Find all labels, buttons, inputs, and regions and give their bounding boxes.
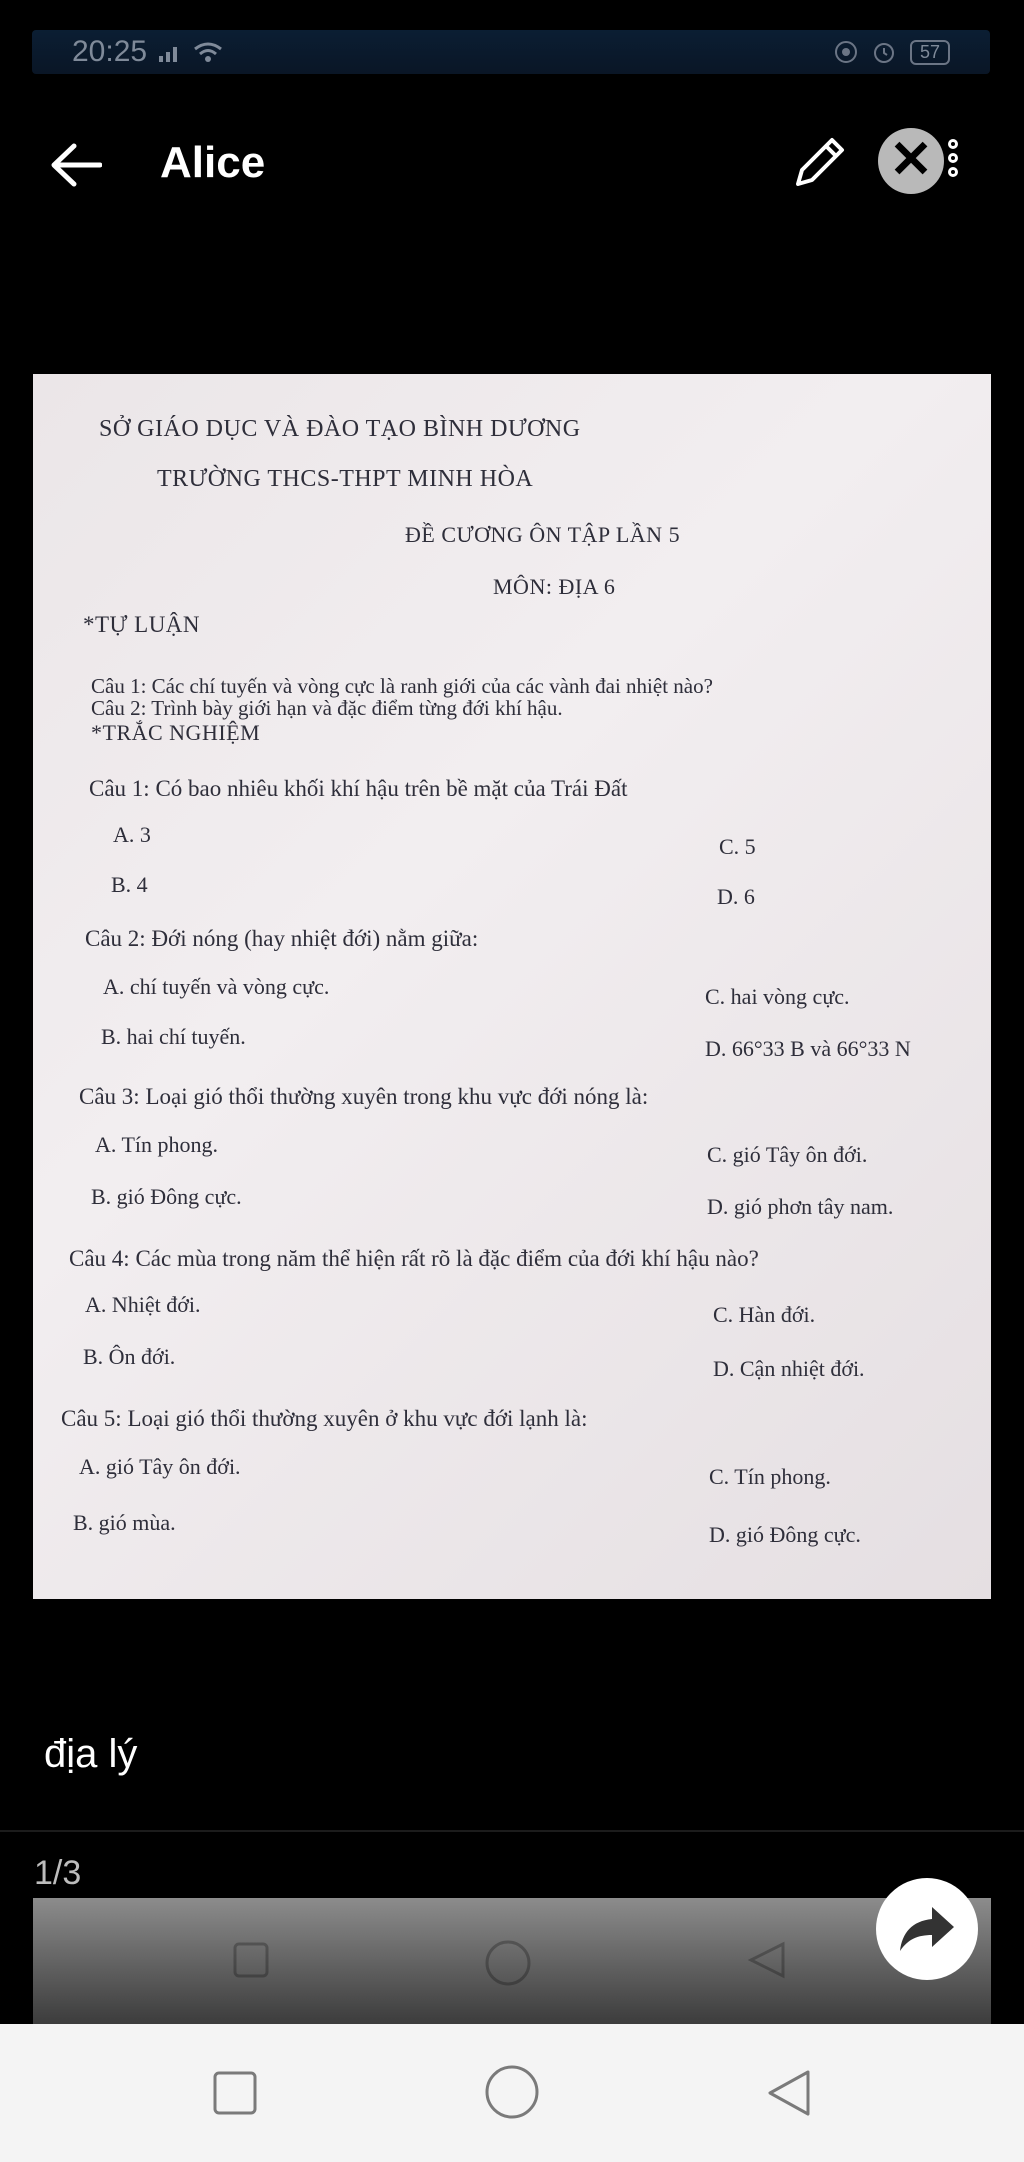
answer-1a: A. 3 <box>113 822 151 847</box>
question-4: Câu 4: Các mùa trong năm thể hiện rất rõ là đặc điểm của đới khí hậu nào? <box>69 1246 759 1271</box>
answer-1c: C. 5 <box>719 834 756 859</box>
answer-5c: C. Tín phong. <box>709 1464 831 1489</box>
triangle-icon <box>747 1940 787 1980</box>
divider <box>0 1830 1024 1832</box>
answer-3d: D. gió phơn tây nam. <box>707 1194 894 1219</box>
doc-header-subject: MÔN: ĐỊA 6 <box>493 574 616 599</box>
answer-3c: C. gió Tây ôn đới. <box>707 1142 868 1167</box>
pencil-icon[interactable] <box>790 132 850 192</box>
answer-1d: D. 6 <box>717 884 755 909</box>
section-multiple-choice: *TRẮC NGHIỆM <box>91 720 261 745</box>
answer-2b: B. hai chí tuyến. <box>101 1024 246 1049</box>
answer-5d: D. gió Đông cực. <box>709 1522 861 1547</box>
recents-icon[interactable] <box>210 2068 260 2118</box>
square-icon <box>233 1942 269 1978</box>
answer-2a: A. chí tuyến và vòng cực. <box>103 974 330 999</box>
question-1: Câu 1: Có bao nhiêu khối khí hậu trên bề mặt của Trái Đất <box>89 776 628 801</box>
document-image <box>33 374 991 1599</box>
answer-4b: B. Ôn đới. <box>83 1344 176 1369</box>
image-bottom-strip <box>33 1898 991 2024</box>
doc-header-dept: SỞ GIÁO DỤC VÀ ĐÀO TẠO BÌNH DƯƠNG <box>99 416 581 442</box>
wifi-icon <box>193 41 223 63</box>
answer-4a: A. Nhiệt đới. <box>85 1292 201 1317</box>
location-icon <box>834 40 858 64</box>
app-bar <box>0 120 1024 210</box>
chat-title: Alice <box>160 138 266 187</box>
circle-icon <box>485 1940 531 1986</box>
answer-5a: A. gió Tây ôn đới. <box>79 1454 241 1479</box>
answer-2d: D. 66°33 B và 66°33 N <box>705 1036 911 1061</box>
alarm-icon <box>872 40 896 64</box>
forward-arrow-icon <box>898 1905 956 1953</box>
share-button[interactable] <box>876 1878 978 1980</box>
answer-4d: D. Cận nhiệt đới. <box>713 1356 865 1381</box>
doc-header-school: TRƯỜNG THCS-THPT MINH HÒA <box>157 466 534 492</box>
question-3: Câu 3: Loại gió thổi thường xuyên trong khu vực đới nóng là: <box>79 1084 649 1109</box>
battery-indicator: 57 <box>910 40 950 65</box>
back-arrow-icon[interactable] <box>50 142 102 188</box>
signal-icon <box>157 42 183 62</box>
essay-question-2: Câu 2: Trình bày giới hạn và đặc điểm từng đới khí hậu. <box>91 696 563 720</box>
answer-3a: A. Tín phong. <box>95 1132 219 1157</box>
back-icon[interactable] <box>764 2068 814 2118</box>
doc-header-title: ĐỀ CƯƠNG ÔN TẬP LẦN 5 <box>405 522 681 547</box>
more-options-icon[interactable] <box>948 136 966 196</box>
close-icon[interactable]: ✕ <box>878 128 944 194</box>
status-bar <box>32 30 990 74</box>
answer-2c: C. hai vòng cực. <box>705 984 850 1009</box>
answer-1b: B. 4 <box>111 872 148 897</box>
question-5: Câu 5: Loại gió thổi thường xuyên ở khu vực đới lạnh là: <box>61 1406 588 1431</box>
essay-question-1: Câu 1: Các chí tuyến và vòng cực là ranh giới của các vành đai nhiệt nào? <box>91 674 713 698</box>
page-indicator: 1/3 <box>34 1854 82 1892</box>
answer-4c: C. Hàn đới. <box>713 1302 816 1327</box>
question-2: Câu 2: Đới nóng (hay nhiệt đới) nằm giữa: <box>85 926 479 951</box>
image-caption: địa lý <box>44 1732 138 1776</box>
answer-3b: B. gió Đông cực. <box>91 1184 242 1209</box>
system-nav-bar <box>0 2024 1024 2162</box>
clock: 20:25 <box>72 35 148 68</box>
section-essay: *TỰ LUẬN <box>83 612 201 637</box>
answer-5b: B. gió mùa. <box>73 1510 176 1535</box>
home-icon[interactable] <box>484 2064 540 2120</box>
